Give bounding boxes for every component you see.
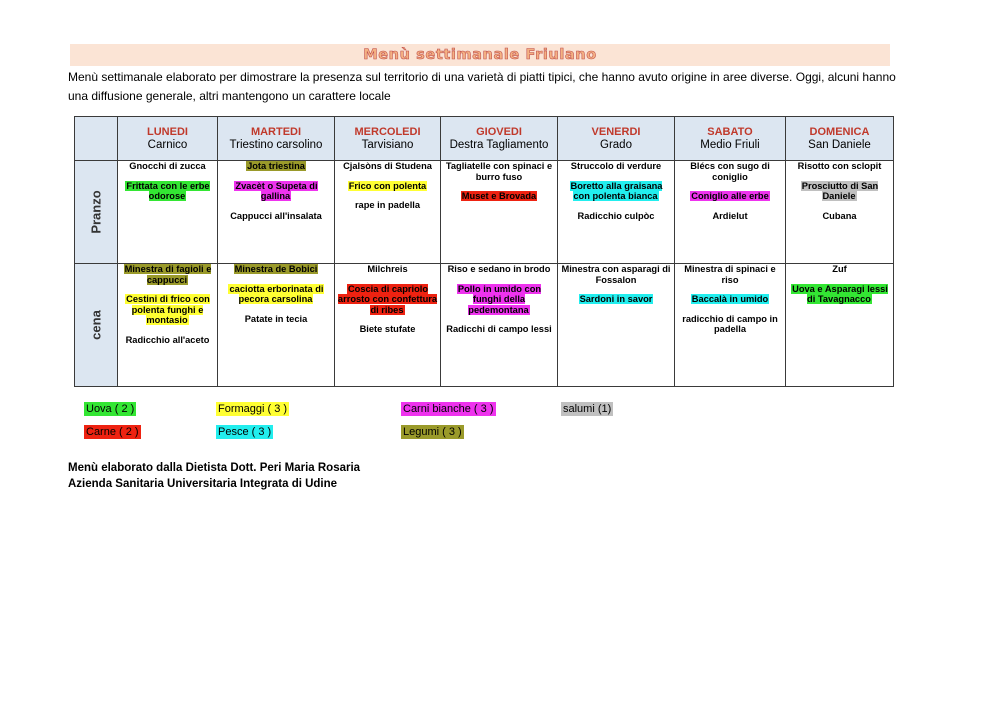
- dish-item: [675, 294, 785, 305]
- dish-name: Risotto con sclopit: [797, 161, 882, 171]
- dish-name: Ardielut: [712, 210, 748, 221]
- dish-name: Tagliatelle con spinaci e burro fuso: [445, 161, 553, 182]
- day-header-venerdi: [558, 117, 675, 161]
- day-name: DOMENICA: [809, 125, 870, 138]
- legend-item-pesce: Pesce ( 3 ): [218, 426, 272, 438]
- dish-name: Radicchio culpòc: [577, 210, 655, 221]
- dish-name: Frittata con le erbe odorose: [126, 180, 210, 201]
- days-header-row: [75, 117, 894, 161]
- dish-item: [441, 191, 557, 202]
- dish-name: Minestra di spinaci e riso: [684, 264, 776, 285]
- dish-name: Coscia di capriolo arrosto con confettura di ribes: [337, 283, 438, 315]
- intro-line-1: Menù settimanale elaborato per dimostrare la presenza sul territorio di una varietà di piatti tipici, che hanno avuto origine in aree diverse. Oggi, alcuni hanno: [68, 70, 896, 84]
- dish-item: [441, 264, 557, 275]
- intro-line-2: una diffusione generale, altri mantengono un carattere locale: [68, 89, 391, 103]
- meal-label: Pranzo: [88, 190, 104, 234]
- dish-item: [335, 284, 440, 316]
- dish-item: [786, 181, 893, 202]
- dish-name: Frico con polenta: [348, 180, 427, 191]
- legend-item-formaggi: Formaggi ( 3 ): [218, 403, 288, 415]
- dish-item: [441, 284, 557, 316]
- dish-name: Minestra di fagioli e cappucci: [124, 264, 212, 285]
- meal-label-cell: [75, 161, 118, 264]
- dish-name: Blécs con sugo di coniglio: [690, 161, 770, 182]
- menu-cell: [441, 264, 558, 387]
- dish-name: Sardoni in savor: [579, 294, 653, 304]
- menu-cell: [335, 161, 441, 264]
- dish-item: [558, 264, 674, 285]
- dish-item: [118, 335, 217, 346]
- dish-name: Baccalà in umido: [691, 294, 769, 304]
- dish-item: [118, 264, 217, 285]
- dish-item: [218, 284, 334, 305]
- dish-name: Patate in tecia: [244, 313, 308, 324]
- dish-name: Coniglio alle erbe: [691, 191, 769, 201]
- dish-item: [558, 294, 674, 305]
- title-banner: [70, 44, 890, 66]
- dish-item: [218, 161, 334, 172]
- legend-item-legumi: Legumi ( 3 ): [403, 426, 462, 438]
- dish-item: [786, 211, 893, 222]
- dish-name: Cappucci all'insalata: [230, 210, 322, 221]
- day-header-mercoledi: [335, 117, 441, 161]
- day-name: VENERDI: [591, 125, 641, 138]
- dish-item: [558, 181, 674, 202]
- menu-cell: [675, 264, 786, 387]
- menu-cell: [218, 264, 335, 387]
- dish-name: Radicchi di campo lessi: [446, 324, 552, 334]
- day-header-martedi: [218, 117, 335, 161]
- dish-name: Cjalsòns di Studena: [343, 161, 432, 171]
- legend-item-salumi: salumi (1): [563, 403, 612, 415]
- dish-name: Boretto alla graisana con polenta bianca: [570, 180, 663, 201]
- dish-item: [118, 294, 217, 326]
- day-region: Destra Tagliamento: [449, 138, 549, 151]
- footer-institution: Azienda Sanitaria Universitaria Integrata di Udine: [68, 478, 338, 490]
- day-header-lunedi: [118, 117, 218, 161]
- dish-name: Cubana: [822, 210, 857, 221]
- dish-item: [675, 264, 785, 285]
- dish-name: Cestini di frico con polenta funghi e montasio: [126, 294, 210, 325]
- dish-name: Zuf: [832, 264, 847, 274]
- dish-name: Radicchio all'aceto: [125, 334, 210, 345]
- menu-cell: [558, 264, 675, 387]
- day-name: SABATO: [707, 125, 753, 138]
- menu-cell: [786, 264, 894, 387]
- dish-name: Pollo in umido con funghi della pedemontana: [457, 283, 542, 315]
- dish-name: Riso e sedano in brodo: [447, 264, 551, 274]
- menu-cell: [118, 264, 218, 387]
- dish-item: [675, 314, 785, 335]
- day-name: GIOVEDI: [476, 125, 522, 138]
- page-title: Menù settimanale Friulano: [363, 47, 597, 63]
- day-region: Tarvisiano: [361, 138, 414, 151]
- menu-cell: [675, 161, 786, 264]
- day-name: MARTEDI: [250, 125, 302, 138]
- day-header-sabato: [675, 117, 786, 161]
- day-region: Grado: [600, 138, 632, 151]
- dish-name: Struccolo di verdure: [570, 161, 662, 171]
- dish-name: Muset e Brovada: [461, 191, 537, 201]
- legend-item-uova: Uova ( 2 ): [86, 403, 135, 415]
- dish-item: [218, 264, 334, 275]
- dish-name: Minestra con asparagi di Fossalon: [561, 264, 671, 285]
- menu-cell: [335, 264, 441, 387]
- dish-item: [675, 211, 785, 222]
- menu-body: [75, 161, 894, 387]
- menu-cell: [118, 161, 218, 264]
- dish-name: radicchio di campo in padella: [682, 313, 778, 334]
- menu-cell: [786, 161, 894, 264]
- weekly-menu-table: [74, 116, 894, 387]
- corner-cell: [75, 117, 118, 161]
- meal-label-cell: [75, 264, 118, 387]
- menu-cell: [441, 161, 558, 264]
- dish-item: [218, 314, 334, 325]
- footer: [68, 460, 360, 492]
- meal-row-cena: [75, 264, 894, 387]
- meal-row-pranzo: [75, 161, 894, 264]
- menu-cell: [218, 161, 335, 264]
- dish-item: [335, 324, 440, 335]
- legend-item-carne: Carne ( 2 ): [86, 426, 139, 438]
- dish-item: [335, 161, 440, 172]
- dish-item: [786, 284, 893, 305]
- dish-name: Uova e Asparagi lessi di Tavagnacco: [792, 283, 888, 304]
- dish-item: [218, 211, 334, 222]
- day-name: MERCOLEDI: [354, 125, 421, 138]
- day-region: Medio Friuli: [700, 138, 760, 151]
- day-header-giovedi: [441, 117, 558, 161]
- dish-item: [335, 181, 440, 192]
- dish-item: [558, 161, 674, 172]
- dish-item: [118, 161, 217, 172]
- day-name: LUNEDI: [147, 125, 188, 138]
- dish-item: [786, 161, 893, 172]
- footer-author: Menù elaborato dalla Dietista Dott. Peri Maria Rosaria: [68, 462, 361, 474]
- dish-item: [335, 200, 440, 211]
- dish-name: rape in padella: [354, 200, 421, 210]
- dish-item: [441, 161, 557, 182]
- dish-item: [441, 324, 557, 335]
- dish-name: Milchreis: [367, 264, 408, 274]
- dish-item: [786, 264, 893, 275]
- dish-name: Zvacèt o Supeta di gallina: [235, 180, 318, 201]
- dish-name: Biete stufate: [359, 324, 416, 334]
- day-header-domenica: [786, 117, 894, 161]
- dish-name: Prosciutto di San Daniele: [801, 180, 879, 201]
- meal-label: cena: [88, 310, 104, 340]
- dish-item: [675, 161, 785, 182]
- dish-name: Gnocchi di zucca: [129, 161, 206, 171]
- day-region: Triestino carsolino: [229, 138, 323, 151]
- dish-item: [675, 191, 785, 202]
- day-region: Carnico: [147, 138, 188, 151]
- dish-item: [558, 211, 674, 222]
- dish-item: [118, 181, 217, 202]
- dish-name: caciotta erborinata di pecora carsolina: [229, 283, 324, 304]
- menu-cell: [558, 161, 675, 264]
- dish-name: Minestra de Bobici: [234, 264, 318, 274]
- dish-name: Jota triestina: [247, 161, 305, 171]
- day-region: San Daniele: [808, 138, 871, 151]
- dish-item: [335, 264, 440, 275]
- dish-item: [218, 181, 334, 202]
- legend-item-carni-bianche: Carni bianche ( 3 ): [403, 403, 494, 415]
- intro-paragraph: [68, 68, 918, 106]
